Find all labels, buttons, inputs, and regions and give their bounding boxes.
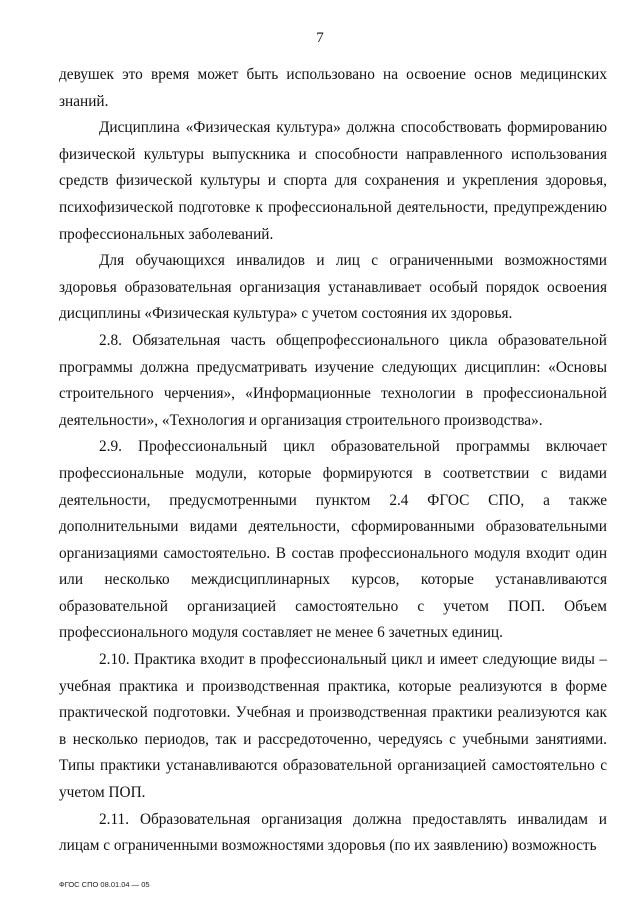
paragraph-continuation: девушек это время может быть использовано на освоение основ медицинских знаний. <box>59 66 607 110</box>
document-body <box>59 62 607 860</box>
paragraph-2-9: 2.9. Профессиональный цикл образовательной программы включает профессиональные модули, которые формируются в соответствии с видами деятельности, предусмотренными пунктом 2.4 ФГОС СПО, а также дополнительными видами деятельности, сформированными образовательными организациями самостоятельно. В состав профессионального модуля входит один или несколько междисциплинарных курсов, которые устанавливаются образовательной организацией самостоятельно с учетом ПОП. Объем профессионального модуля составляет не менее 6 зачетных единиц. <box>59 438 607 642</box>
paragraph-physical-culture: Дисциплина «Физическая культура» должна способствовать формированию физической культуры выпускника и способности направленного использования средств физической культуры и спорта для сохранения и укрепления здоровья, психофизической подготовке к профессиональной деятельности, предупреждению профессиональных заболеваний. <box>59 119 607 243</box>
paragraph-disabled-students: Для обучающихся инвалидов и лиц с ограниченными возможностями здоровья образовательная организация устанавливает особый порядок освоения дисциплины «Физическая культура» с учетом состояния их здоровья. <box>59 252 607 323</box>
document-footer: ФГОС СПО 08.01.04 — 05 <box>59 880 150 889</box>
paragraph-2-10: 2.10. Практика входит в профессиональный цикл и имеет следующие виды – учебная практика и производственная практика, которые реализуются в форме практической подготовки. Учебная и производственная практики реализуются как в несколько периодов, так и рассредоточенно, чередуясь с учебными занятиями. Типы практики устанавливаются образовательной организацией самостоятельно с учетом ПОП. <box>59 651 607 802</box>
paragraph-2-8: 2.8. Обязательная часть общепрофессионального цикла образовательной программы должна предусматривать изучение следующих дисциплин: «Основы строительного черчения», «Информационные технологии в профессиональной деятельности», «Технология и организация строительного производства». <box>59 331 607 429</box>
page-number: 7 <box>316 30 324 46</box>
paragraph-2-11: 2.11. Образовательная организация должна предоставлять инвалидам и лицам с ограниченными возможностями здоровья (по их заявлению) возможность <box>59 810 607 855</box>
